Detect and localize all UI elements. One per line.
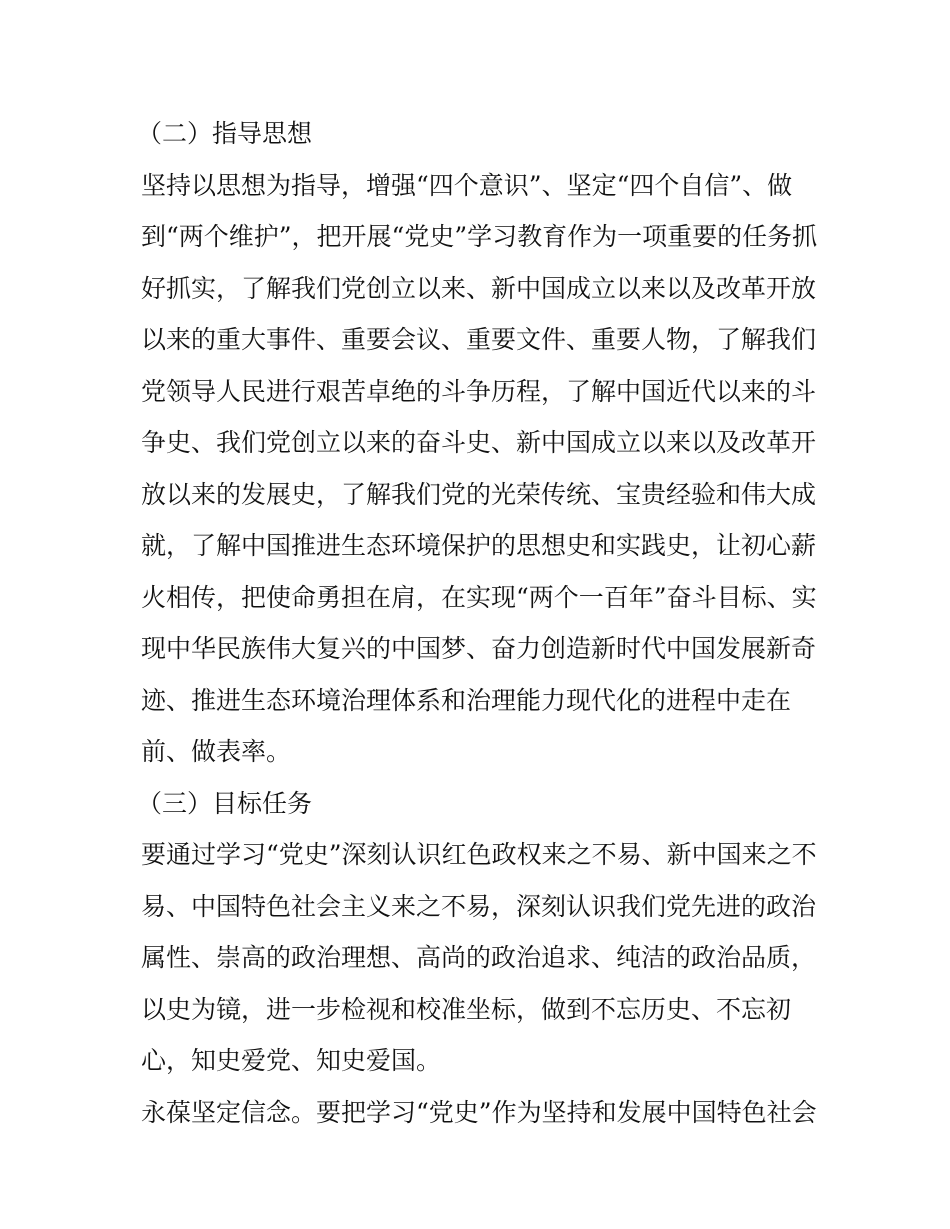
paragraph-line: 现中华民族伟大复兴的中国梦、奋力创造新时代中国发展新奇 — [141, 634, 817, 663]
paragraph-line: 以来的重大事件、重要会议、重要文件、重要人物，了解我们 — [141, 325, 817, 354]
paragraph-line: 争史、我们党创立以来的奋斗史、新中国成立以来以及改革开 — [141, 428, 817, 457]
paragraph-line: 属性、崇高的政治理想、高尚的政治追求、纯洁的政治品质， — [141, 943, 817, 972]
paragraph-line: 放以来的发展史，了解我们党的光荣传统、宝贵经验和伟大成 — [141, 479, 817, 509]
paragraph-line: 就，了解中国推进生态环境保护的思想史和实践史，让初心薪 — [141, 531, 817, 560]
paragraph-line: 前、做表率。 — [141, 737, 292, 766]
paragraph-line: 好抓实，了解我们党创立以来、新中国成立以来以及改革开放 — [141, 273, 817, 303]
paragraph-line: 迹、推进生态环境治理体系和治理能力现代化的进程中走在 — [141, 685, 792, 715]
section-heading-goals-tasks: （三）目标任务 — [137, 788, 313, 818]
document-body — [137, 108, 821, 1138]
paragraph-line: 要通过学习“党史”深刻认识红色政权来之不易、新中国来之不 — [141, 840, 817, 869]
paragraph-line: 坚持以思想为指导，增强“四个意识”、坚定“四个自信”、做 — [141, 170, 793, 200]
paragraph-line: 永葆坚定信念。要把学习“党史”作为坚持和发展中国特色社会 — [141, 1097, 817, 1127]
section-heading-guiding-ideology: （二）指导思想 — [137, 119, 313, 148]
paragraph-line: 党领导人民进行艰苦卓绝的斗争历程，了解中国近代以来的斗 — [141, 376, 817, 406]
paragraph-line: 易、中国特色社会主义来之不易，深刻认识我们党先进的政治 — [141, 891, 817, 921]
paragraph-line: 火相传，把使命勇担在肩，在实现“两个一百年”奋斗目标、实 — [141, 582, 817, 612]
paragraph-line: 心，知史爱党、知史爱国。 — [141, 1046, 442, 1075]
paragraph-line: 以史为镜，进一步检视和校准坐标，做到不忘历史、不忘初 — [141, 994, 792, 1024]
paragraph-line: 到“两个维护”，把开展“党史”学习教育作为一项重要的任务抓 — [141, 222, 818, 251]
